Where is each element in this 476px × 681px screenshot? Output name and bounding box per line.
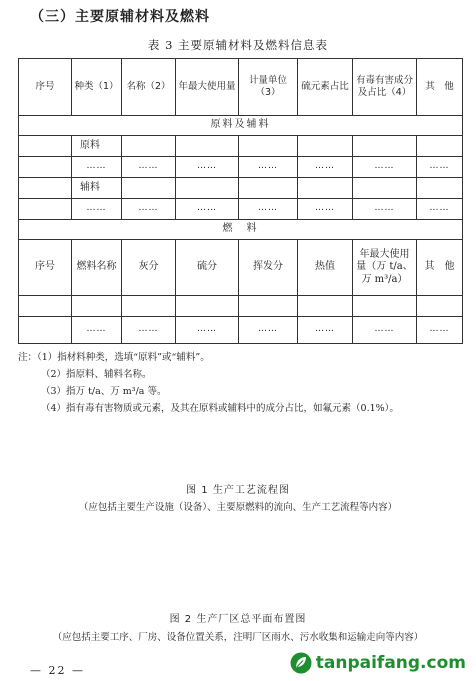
table-row <box>19 136 463 157</box>
table-cell: …… <box>122 317 176 344</box>
table-cell <box>353 136 417 157</box>
fuel-header-row <box>19 240 463 296</box>
header-cell: 有毒有害成分及占比（4） <box>353 59 417 116</box>
table-cell: …… <box>298 199 353 220</box>
table-header-row <box>19 59 463 116</box>
figure1-title: 图 1 生产工艺流程图 <box>186 485 290 496</box>
table-row <box>19 199 463 220</box>
table-cell <box>176 178 239 199</box>
table-cell <box>298 296 353 317</box>
figure2-description: （应包括主要工序、厂房、设备位置关系，注明厂区雨水、污水收集和运输走向等内容） <box>52 632 424 643</box>
table-cell: …… <box>122 199 176 220</box>
header-cell: 硫元素占比 <box>298 59 353 116</box>
table-cell <box>122 136 176 157</box>
table-cell <box>239 136 298 157</box>
table-cell <box>19 199 72 220</box>
header-cell: 挥发分 <box>239 240 298 296</box>
fuel-section-label: 燃 料 <box>19 220 463 240</box>
note-text: （1）指材料种类，选填“原料”或“辅料”。 <box>37 352 210 363</box>
note-line: （4）指有毒有害物质或元素，及其在原料或辅料中的成分占比，如氟元素（0.1%）。 <box>41 403 399 414</box>
table-cell: …… <box>72 157 122 178</box>
materials-fuel-table <box>18 58 463 344</box>
table-cell: 辅料 <box>72 178 122 199</box>
table-cell: …… <box>122 157 176 178</box>
table-cell: …… <box>176 317 239 344</box>
table-cell <box>176 296 239 317</box>
header-cell: 年最大使用量（万 t/a、万 m³/a） <box>353 240 417 296</box>
header-cell: 其 他 <box>417 240 463 296</box>
table-row <box>19 317 463 344</box>
header-cell: 序号 <box>19 59 72 116</box>
figure2-title: 图 2 生产厂区总平面布置图 <box>169 614 307 625</box>
header-cell: 灰分 <box>122 240 176 296</box>
note-line <box>18 349 399 366</box>
header-cell: 其 他 <box>417 59 463 116</box>
table-cell <box>19 178 72 199</box>
table-cell: …… <box>239 157 298 178</box>
table-cell: …… <box>353 317 417 344</box>
table-cell: …… <box>353 157 417 178</box>
table-cell: …… <box>353 199 417 220</box>
table-cell <box>298 136 353 157</box>
page-number: — 22 — <box>30 664 85 677</box>
table-caption: 表 3 主要原辅材料及燃料信息表 <box>147 38 329 52</box>
header-cell: 燃料名称 <box>72 240 122 296</box>
header-cell: 热值 <box>298 240 353 296</box>
figure1-description: （应包括主要生产设施（设备）、主要原燃料的流向、生产工艺流程等内容） <box>78 502 398 513</box>
table-cell: 原料 <box>72 136 122 157</box>
table-cell <box>176 136 239 157</box>
table-cell <box>19 317 72 344</box>
header-cell: 年最大使用量 <box>176 59 239 116</box>
table-cell: …… <box>239 199 298 220</box>
table-cell <box>19 136 72 157</box>
table-cell: …… <box>176 157 239 178</box>
section-row <box>19 220 463 240</box>
note-line: （3）指万 t/a、万 m³/a 等。 <box>41 386 167 397</box>
header-cell: 计量单位（3） <box>239 59 298 116</box>
table-cell: …… <box>239 317 298 344</box>
note-line: （2）指原料、辅料名称。 <box>41 369 152 380</box>
header-cell: 名称（2） <box>122 59 176 116</box>
section-title: （三）主要原辅材料及燃料 <box>30 9 210 25</box>
table-cell: …… <box>298 317 353 344</box>
section-row <box>19 116 463 136</box>
table-cell: …… <box>417 157 463 178</box>
table-cell <box>417 136 463 157</box>
leaf-logo-icon <box>290 652 312 674</box>
table-cell <box>19 296 72 317</box>
table-cell <box>122 178 176 199</box>
table-cell <box>353 296 417 317</box>
table-notes <box>18 349 399 417</box>
table-cell <box>122 296 176 317</box>
table-row <box>19 296 463 317</box>
header-cell: 硫分 <box>176 240 239 296</box>
table-cell: …… <box>176 199 239 220</box>
material-section-label: 原料及辅料 <box>19 116 463 136</box>
table-cell <box>353 178 417 199</box>
table-cell: …… <box>72 199 122 220</box>
table-cell: …… <box>417 199 463 220</box>
header-cell: 种类（1） <box>72 59 122 116</box>
table-row <box>19 178 463 199</box>
table-cell: …… <box>72 317 122 344</box>
table-row <box>19 157 463 178</box>
header-cell: 序号 <box>19 240 72 296</box>
table-cell <box>72 296 122 317</box>
watermark <box>290 652 466 674</box>
watermark-text: tanpaifang.com <box>315 653 466 673</box>
table-cell <box>19 157 72 178</box>
table-cell <box>298 178 353 199</box>
table-cell: …… <box>298 157 353 178</box>
table-cell <box>417 178 463 199</box>
table-cell <box>239 296 298 317</box>
table-cell: …… <box>417 317 463 344</box>
notes-prefix: 注： <box>18 352 38 363</box>
table-cell <box>239 178 298 199</box>
table-cell <box>417 296 463 317</box>
